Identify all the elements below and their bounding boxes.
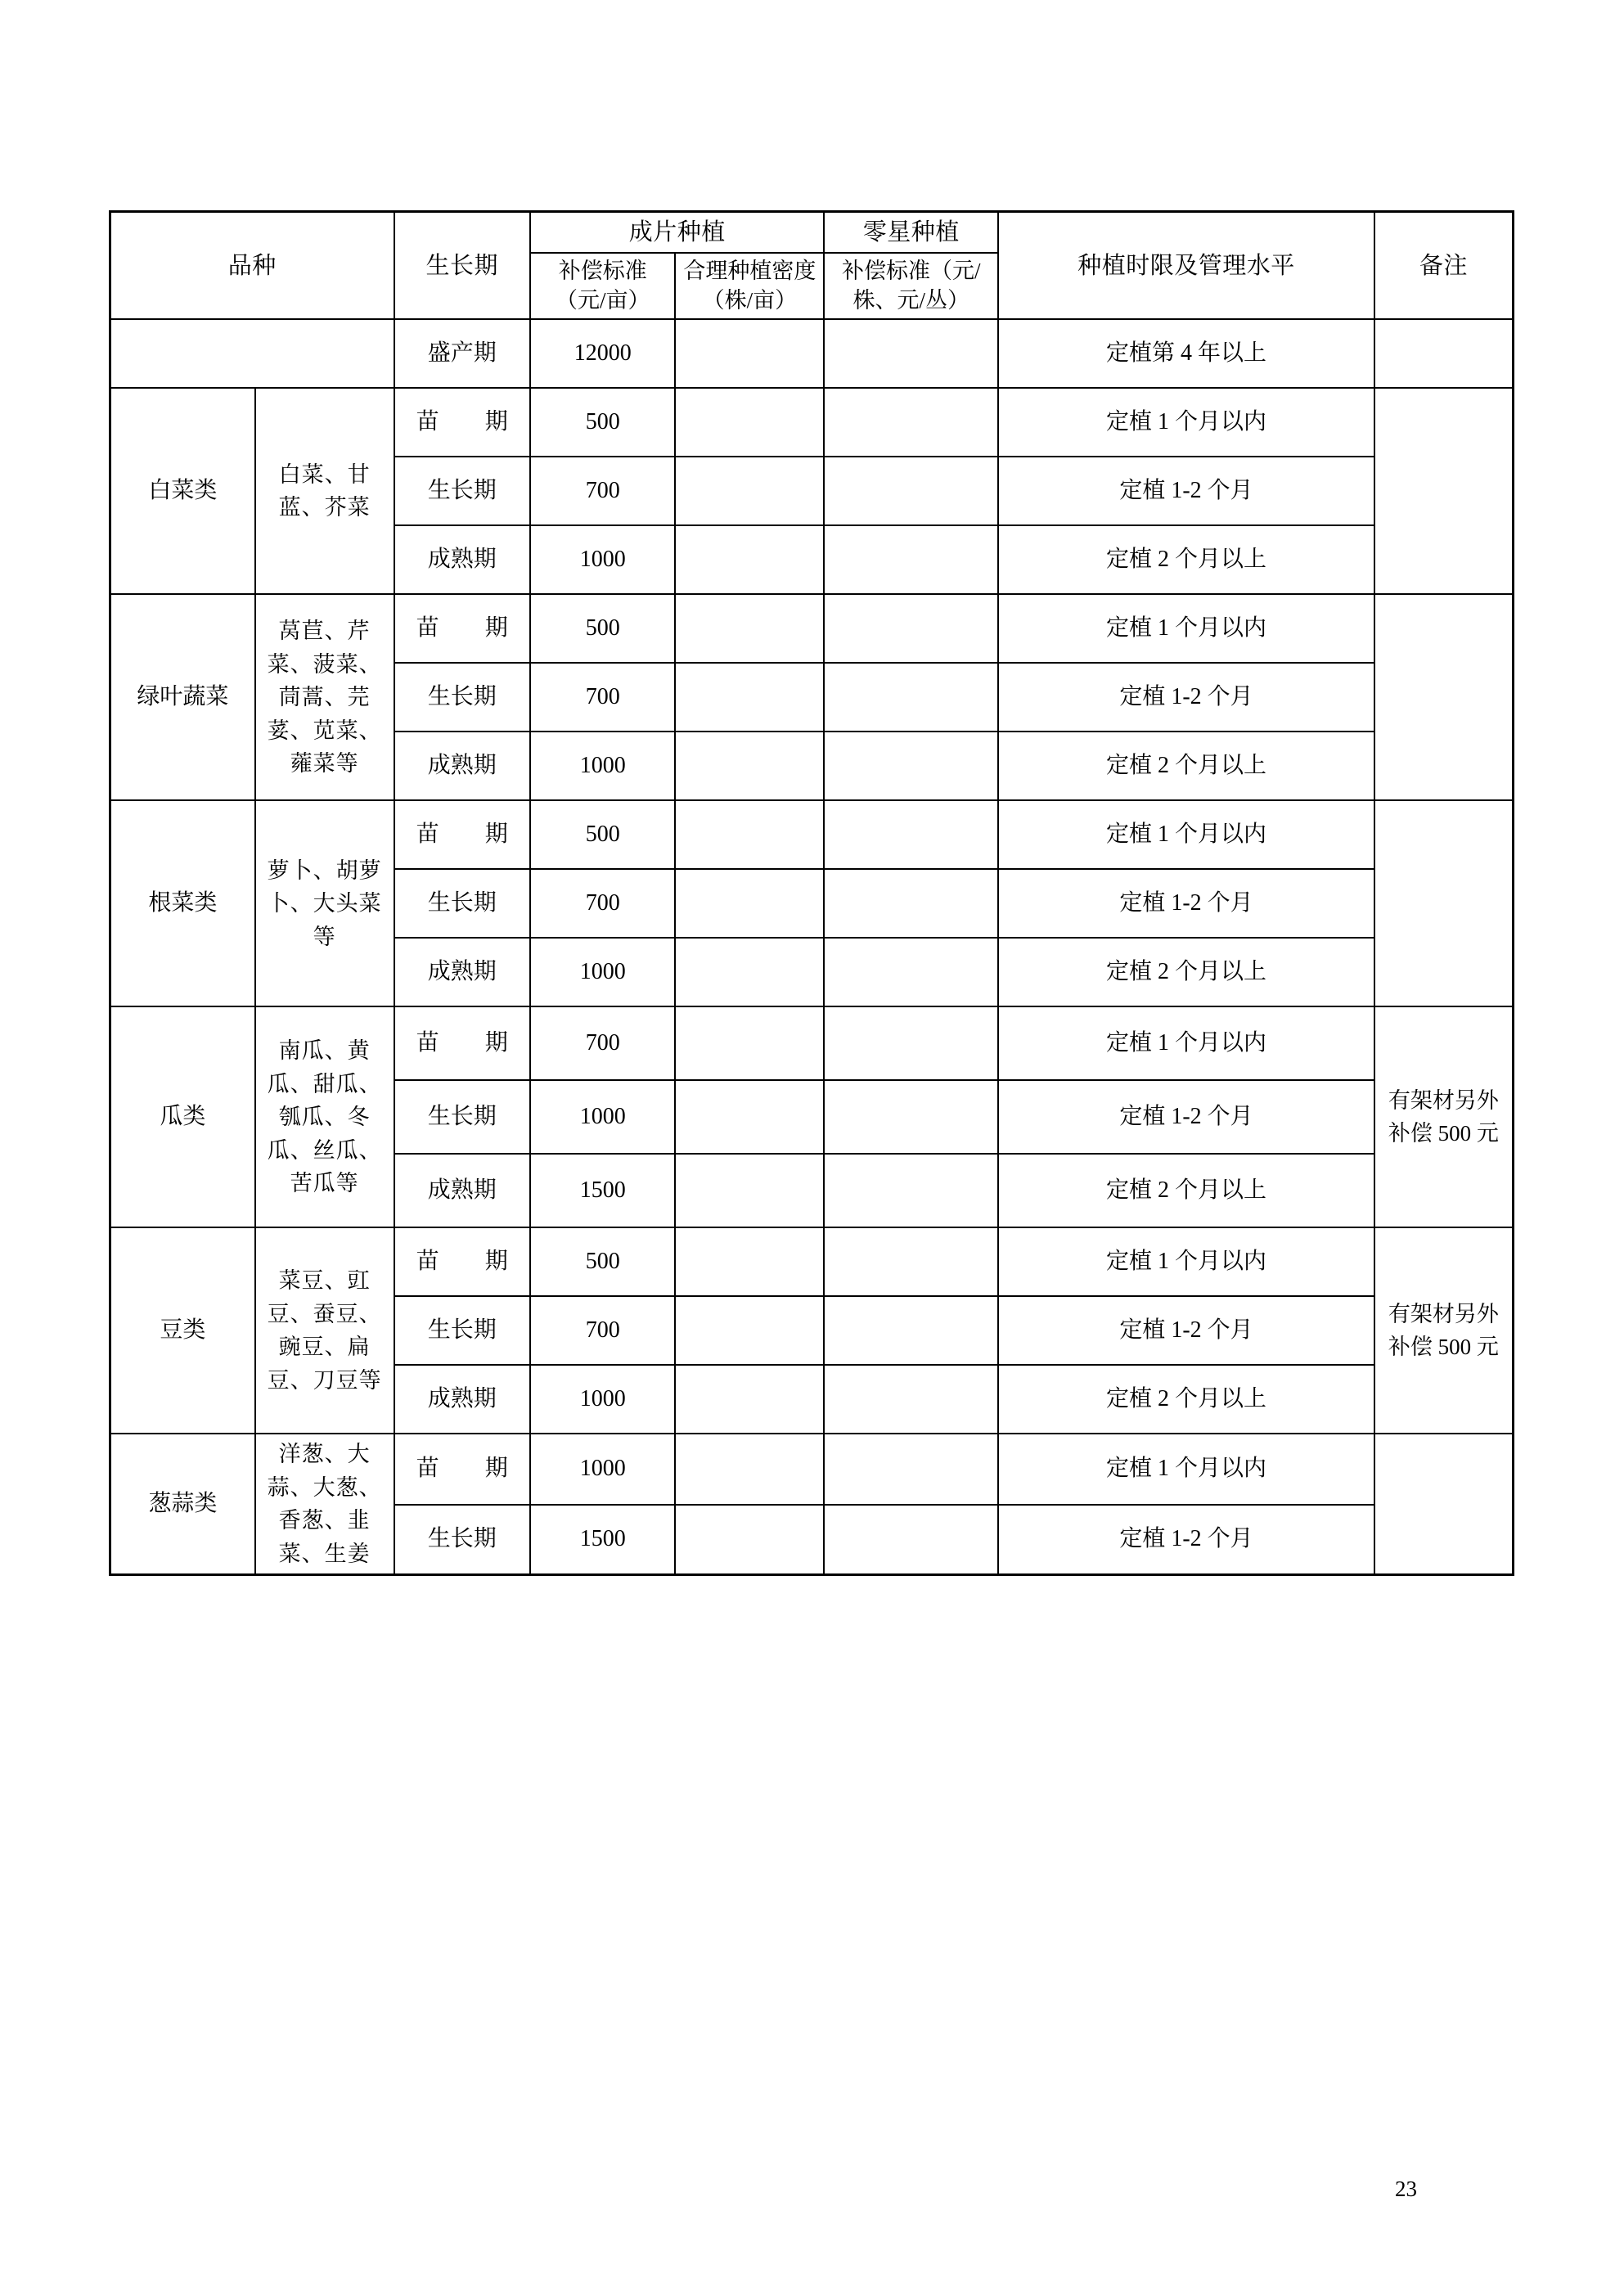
cell-compensation-standard: 1000 — [530, 1365, 675, 1434]
cell-scattered-standard — [824, 457, 998, 525]
cell-compensation-standard: 500 — [530, 800, 675, 869]
cell-growth-stage: 成熟期 — [394, 1365, 531, 1434]
cell-remark — [1374, 1434, 1514, 1575]
cell-growth-stage: 苗 期 — [394, 388, 531, 457]
cell-compensation-standard: 700 — [530, 457, 675, 525]
cell-growth-stage: 苗 期 — [394, 800, 531, 869]
cell-growth-stage: 苗 期 — [394, 1006, 531, 1080]
cell-scattered-standard — [824, 800, 998, 869]
cell-remark — [1374, 319, 1514, 388]
table-body — [110, 319, 1514, 1575]
cell-category: 白菜类 — [110, 388, 255, 594]
cell-compensation-standard: 1000 — [530, 732, 675, 800]
cell-compensation-standard: 1000 — [530, 525, 675, 594]
cell-scattered-standard — [824, 1365, 998, 1434]
cell-planting-timing: 定植 2 个月以上 — [998, 732, 1374, 800]
cell-planting-density — [675, 319, 824, 388]
header-row-top — [110, 212, 1514, 254]
cell-planting-timing: 定植 1 个月以内 — [998, 594, 1374, 663]
table-row — [110, 1006, 1514, 1080]
cell-category: 根菜类 — [110, 800, 255, 1006]
header-reasonable-density: 合理种植密度（株/亩） — [675, 253, 824, 319]
cell-planting-timing: 定植 2 个月以上 — [998, 938, 1374, 1006]
cell-planting-timing: 定植 1-2 个月 — [998, 1080, 1374, 1154]
cell-planting-timing: 定植 1 个月以内 — [998, 388, 1374, 457]
cell-planting-density — [675, 388, 824, 457]
header-growth-period: 生长期 — [394, 212, 531, 320]
page-number: 23 — [1395, 2177, 1417, 2201]
cell-growth-stage: 成熟期 — [394, 938, 531, 1006]
cell-planting-timing: 定植 1-2 个月 — [998, 869, 1374, 938]
cell-category-blank — [110, 319, 394, 388]
cell-compensation-standard: 1500 — [530, 1505, 675, 1575]
cell-varieties: 洋葱、大蒜、大葱、香葱、韭菜、生姜 — [255, 1434, 394, 1575]
cell-compensation-standard: 500 — [530, 388, 675, 457]
cell-planting-timing: 定植第 4 年以上 — [998, 319, 1374, 388]
cell-compensation-standard: 1500 — [530, 1154, 675, 1227]
cell-compensation-standard: 1000 — [530, 938, 675, 1006]
cell-remark — [1374, 594, 1514, 800]
cell-planting-density — [675, 1434, 824, 1504]
cell-scattered-standard — [824, 732, 998, 800]
cell-growth-stage: 生长期 — [394, 1505, 531, 1575]
cell-planting-density — [675, 800, 824, 869]
cell-compensation-standard: 700 — [530, 869, 675, 938]
header-contiguous-planting: 成片种植 — [530, 212, 824, 254]
cell-growth-stage: 生长期 — [394, 1080, 531, 1154]
compensation-table-container — [109, 210, 1514, 1576]
cell-varieties: 菜豆、豇豆、蚕豆、豌豆、扁豆、刀豆等 — [255, 1227, 394, 1434]
cell-planting-density — [675, 1080, 824, 1154]
header-compensation-standard-mu: 补偿标准（元/亩） — [530, 253, 675, 319]
cell-planting-timing: 定植 2 个月以上 — [998, 1154, 1374, 1227]
cell-growth-stage: 生长期 — [394, 869, 531, 938]
cell-varieties: 白菜、甘蓝、芥菜 — [255, 388, 394, 594]
header-planting-period-management: 种植时限及管理水平 — [998, 212, 1374, 320]
cell-scattered-standard — [824, 1296, 998, 1365]
cell-scattered-standard — [824, 1434, 998, 1504]
cell-planting-timing: 定植 1 个月以内 — [998, 1006, 1374, 1080]
table-row — [110, 388, 1514, 457]
cell-scattered-standard — [824, 1154, 998, 1227]
cell-growth-stage: 盛产期 — [394, 319, 531, 388]
cell-scattered-standard — [824, 1080, 998, 1154]
cell-growth-stage: 苗 期 — [394, 594, 531, 663]
cell-scattered-standard — [824, 1227, 998, 1296]
cell-planting-density — [675, 525, 824, 594]
cell-growth-stage: 苗 期 — [394, 1227, 531, 1296]
cell-scattered-standard — [824, 1006, 998, 1080]
cell-planting-timing: 定植 1 个月以内 — [998, 800, 1374, 869]
header-category: 品种 — [110, 212, 394, 320]
cell-varieties: 南瓜、黄瓜、甜瓜、瓠瓜、冬瓜、丝瓜、苦瓜等 — [255, 1006, 394, 1227]
cell-compensation-standard: 700 — [530, 663, 675, 732]
cell-category: 瓜类 — [110, 1006, 255, 1227]
cell-scattered-standard — [824, 663, 998, 732]
cell-compensation-standard: 500 — [530, 594, 675, 663]
cell-scattered-standard — [824, 869, 998, 938]
cell-planting-density — [675, 663, 824, 732]
cell-category: 绿叶蔬菜 — [110, 594, 255, 800]
cell-compensation-standard: 500 — [530, 1227, 675, 1296]
cell-growth-stage: 生长期 — [394, 457, 531, 525]
cell-category: 豆类 — [110, 1227, 255, 1434]
cell-planting-timing: 定植 1 个月以内 — [998, 1227, 1374, 1296]
cell-varieties: 萝卜、胡萝卜、大头菜等 — [255, 800, 394, 1006]
cell-scattered-standard — [824, 938, 998, 1006]
cell-planting-density — [675, 457, 824, 525]
cell-planting-density — [675, 732, 824, 800]
cell-planting-density — [675, 869, 824, 938]
cell-remark — [1374, 388, 1514, 594]
table-row — [110, 594, 1514, 663]
table-row — [110, 319, 1514, 388]
cell-growth-stage: 成熟期 — [394, 732, 531, 800]
cell-planting-timing: 定植 1-2 个月 — [998, 1296, 1374, 1365]
cell-planting-density — [675, 938, 824, 1006]
header-remarks: 备注 — [1374, 212, 1514, 320]
table-header — [110, 212, 1514, 320]
cell-compensation-standard: 1000 — [530, 1434, 675, 1504]
cell-compensation-standard: 1000 — [530, 1080, 675, 1154]
cell-planting-density — [675, 594, 824, 663]
crop-compensation-table — [109, 210, 1514, 1576]
cell-planting-timing: 定植 1-2 个月 — [998, 663, 1374, 732]
cell-planting-timing: 定植 1 个月以内 — [998, 1434, 1374, 1504]
cell-planting-density — [675, 1296, 824, 1365]
cell-scattered-standard — [824, 594, 998, 663]
cell-planting-density — [675, 1505, 824, 1575]
cell-remark: 有架材另外补偿 500 元 — [1374, 1227, 1514, 1434]
cell-growth-stage: 苗 期 — [394, 1434, 531, 1504]
cell-scattered-standard — [824, 525, 998, 594]
cell-planting-density — [675, 1227, 824, 1296]
cell-category: 葱蒜类 — [110, 1434, 255, 1575]
cell-remark: 有架材另外补偿 500 元 — [1374, 1006, 1514, 1227]
cell-scattered-standard — [824, 1505, 998, 1575]
cell-planting-density — [675, 1365, 824, 1434]
cell-scattered-standard — [824, 388, 998, 457]
cell-growth-stage: 成熟期 — [394, 1154, 531, 1227]
cell-compensation-standard: 700 — [530, 1296, 675, 1365]
header-scattered-planting: 零星种植 — [824, 212, 998, 254]
cell-planting-timing: 定植 2 个月以上 — [998, 525, 1374, 594]
cell-planting-timing: 定植 1-2 个月 — [998, 1505, 1374, 1575]
cell-scattered-standard — [824, 319, 998, 388]
cell-planting-density — [675, 1154, 824, 1227]
table-row — [110, 1227, 1514, 1296]
cell-growth-stage: 成熟期 — [394, 525, 531, 594]
table-row — [110, 800, 1514, 869]
cell-remark — [1374, 800, 1514, 1006]
cell-growth-stage: 生长期 — [394, 663, 531, 732]
cell-compensation-standard: 700 — [530, 1006, 675, 1080]
cell-compensation-standard: 12000 — [530, 319, 675, 388]
cell-planting-density — [675, 1006, 824, 1080]
cell-growth-stage: 生长期 — [394, 1296, 531, 1365]
cell-planting-timing: 定植 1-2 个月 — [998, 457, 1374, 525]
cell-planting-timing: 定植 2 个月以上 — [998, 1365, 1374, 1434]
cell-varieties: 莴苣、芹菜、菠菜、茼蒿、芫荽、苋菜、蕹菜等 — [255, 594, 394, 800]
header-compensation-standard-plant: 补偿标准（元/株、元/丛） — [824, 253, 998, 319]
table-row — [110, 1434, 1514, 1504]
